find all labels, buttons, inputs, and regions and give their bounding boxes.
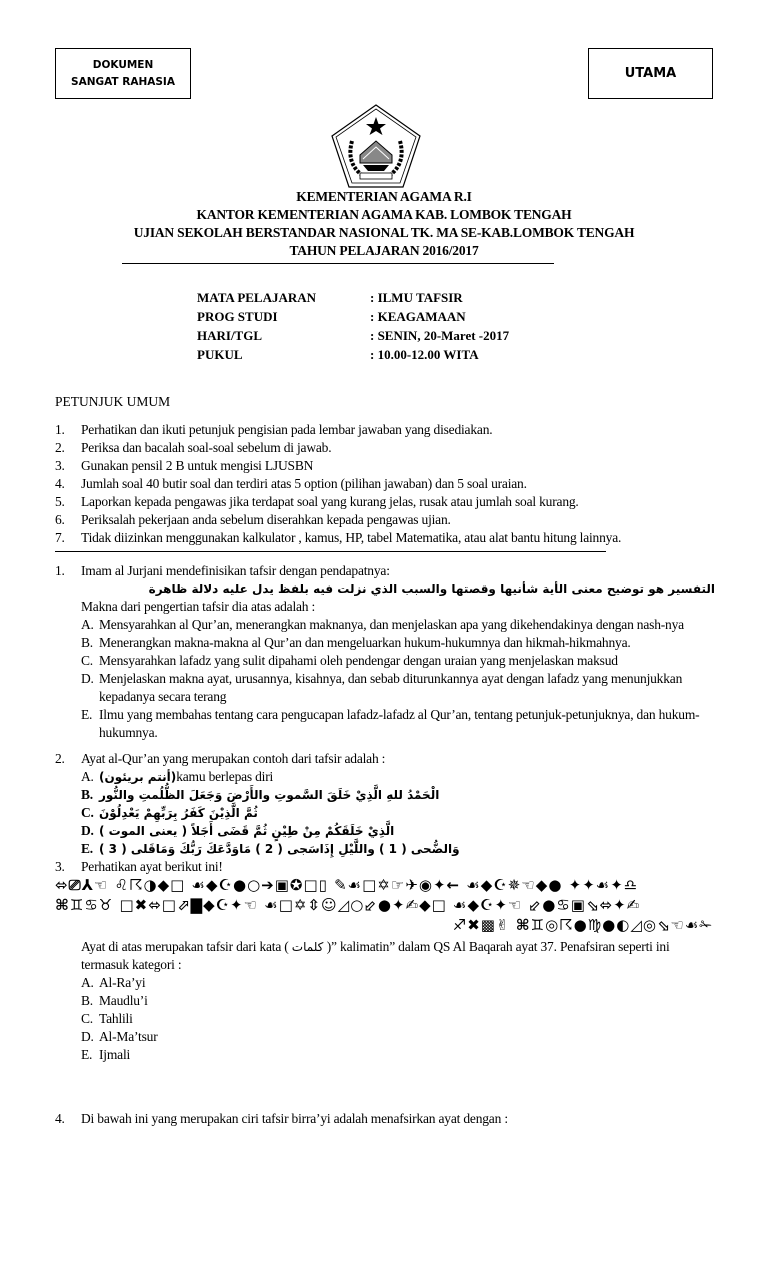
answer-option — [81, 706, 715, 742]
option-text: Mensyarahkan lafadz yang sulit dipahami oleh pendengar dengan uraian yang menjelaskan maksud — [99, 653, 618, 668]
item-text: Perhatikan dan ikuti petunjuk pengisian pada lembar jawaban yang disediakan. — [81, 422, 493, 437]
option-letter: D. — [81, 1029, 94, 1044]
info-row — [197, 307, 509, 326]
answer-option — [81, 840, 715, 858]
option-letter: C. — [81, 653, 93, 668]
question-3-body — [81, 938, 715, 1064]
answer-option — [81, 822, 715, 840]
info-key: HARI/TGL — [197, 328, 263, 343]
header-divider — [122, 263, 554, 264]
question-text: Perhatikan ayat berikut ini! — [81, 859, 223, 874]
option-letter: B. — [81, 635, 93, 650]
question-stem — [55, 1110, 715, 1128]
info-key: PUKUL — [197, 347, 243, 362]
option-letter: E. — [81, 841, 93, 856]
option-letter: C. — [81, 805, 94, 820]
item-text: Jumlah soal 40 butir soal dan terdiri atas 5 option (pilihan jawaban) dan 5 soal uraian. — [81, 476, 527, 491]
answer-option — [81, 786, 715, 804]
arabic-definition: التفسير هو توضيح معنى الأية شأنيها وقصتها والسبب الذي نزلت فيه بلفظ يدل عليه دلالة ظاهرة — [148, 582, 715, 596]
option-letter: B. — [81, 787, 93, 802]
option-arabic: وَالضُّحى ( 1 ) واللَّيْلِ إِذَاسَجى ( 2 ) مَاوَدَّعَكَ رَبُّكَ وَمَاقَلى ( 3 ) — [99, 842, 460, 856]
answer-option — [81, 1046, 715, 1064]
question-number: 3. — [55, 859, 65, 874]
question-3 — [55, 858, 715, 876]
question-text: Di bawah ini yang merupakan ciri tafsir birra’yi adalah menafsirkan ayat dengan : — [81, 1111, 508, 1126]
item-number: 4. — [55, 476, 65, 491]
garbled-verse-line: ⌘♊♋♉ □✖⬄□⬀▇◆☪✦☜ ☙□✡⇳☺◿○⬃●✦✍◆□ ☙◆☪✦☜ ⬃●♋▣⬂⬄✦✍ — [55, 896, 641, 914]
list-item — [55, 457, 715, 475]
text-part: Ayat di atas merupakan tafsir dari kata ( — [81, 939, 289, 954]
instructions-divider — [55, 551, 606, 552]
info-value: : KEAGAMAAN — [370, 309, 466, 324]
utama-box — [588, 48, 713, 99]
list-item — [55, 475, 715, 493]
header-exam-title: UJIAN SEKOLAH BERSTANDAR NASIONAL TK. MA SE-KAB.LOMBOK TENGAH — [133, 225, 635, 240]
question-1 — [55, 562, 715, 742]
kemenag-logo — [330, 103, 422, 189]
option-letter: C. — [81, 1011, 93, 1026]
text-part: )” kalimatin” dalam QS Al Baqarah ayat 37. Penafsiran seperti ini termasuk kategori : — [81, 939, 670, 972]
dokumen-sangat-rahasia-box — [55, 48, 191, 99]
garbled-verse-line: ⬄⎚⅄☜ ♌☈◑◆□ ☙◆☪●○➔▣✪□▯ ✎☙□✡☞✈◉✦← ☙◆☪✵☜◆● ✦✦☙✦♎ — [55, 876, 639, 894]
exam-info-table — [197, 288, 509, 364]
info-value: : ILMU TAFSIR — [370, 290, 463, 305]
header-ministry: KEMENTERIAN AGAMA R.I — [296, 189, 472, 204]
question-number: 1. — [55, 563, 65, 578]
question-stem — [55, 858, 715, 876]
option-arabic: الَّذِيْ خَلَقَكُمْ مِنْ طِيْنٍ ثُمَّ قَضَى أَجَلاً ( يعنى الموت ) — [99, 824, 395, 838]
item-text: Periksalah pekerjaan anda sebelum diserahkan kepada pengawas ujian. — [81, 512, 451, 527]
box-label-line1: DOKUMEN — [92, 58, 154, 71]
answer-option — [81, 670, 715, 706]
question-4 — [55, 1110, 715, 1128]
utama-label: UTAMA — [624, 66, 677, 81]
item-number: 5. — [55, 494, 65, 509]
option-text: Al-Ma’tsur — [99, 1029, 158, 1044]
answer-option — [81, 652, 715, 670]
option-letter: A. — [81, 617, 94, 632]
option-arabic: الْحَمْدُ للهِ الَّذِيْ خَلَقَ السَّموتِ والأَرْضَ وَجَعَلَ الظُّلُمتِ والنُّور — [99, 788, 440, 802]
option-text: Menerangkan makna-makna al Qur’an dan mengeluarkan hukum-hukumnya dan hikmah-hikmahnya. — [99, 635, 631, 650]
item-text: Laporkan kepada pengawas jika terdapat soal yang kurang jelas, rusak atau jumlah soal kurang. — [81, 494, 579, 509]
answer-option — [81, 634, 715, 652]
info-row — [197, 345, 509, 364]
question-text — [81, 938, 715, 974]
list-item — [55, 421, 715, 439]
box-label-line2: SANGAT RAHASIA — [71, 75, 175, 88]
petunjuk-title: PETUNJUK UMUM — [55, 394, 171, 409]
header-office: KANTOR KEMENTERIAN AGAMA KAB. LOMBOK TENGAH — [196, 207, 572, 222]
option-text: Mensyarahkan al Qur’an, menerangkan maknanya, dan menjelaskan apa yang dikehendakinya dengan nash-nya — [99, 617, 684, 632]
option-text: Ijmali — [99, 1047, 131, 1062]
option-text: kamu berlepas diri — [176, 769, 274, 784]
option-letter: B. — [81, 993, 93, 1008]
question-text: Ayat al-Qur’an yang merupakan contoh dari tafsir adalah : — [81, 751, 386, 766]
item-number: 7. — [55, 530, 65, 545]
option-letter: A. — [81, 769, 94, 784]
info-value: : 10.00-12.00 WITA — [370, 347, 479, 362]
answer-option — [81, 992, 715, 1010]
item-number: 2. — [55, 440, 65, 455]
answer-option — [81, 1010, 715, 1028]
option-text: Al-Ra’yi — [99, 975, 146, 990]
option-text: Maudlu’i — [99, 993, 148, 1008]
question-stem — [55, 562, 715, 580]
answer-option — [81, 616, 715, 634]
option-text: Ilmu yang membahas tentang cara pengucapan lafadz-lafadz al Qur’an, tentang petunjuk-petunjuknya, dan hukum-hukumnya. — [99, 707, 700, 740]
header-school-year: TAHUN PELAJARAN 2016/2017 — [289, 243, 479, 258]
list-item — [55, 529, 715, 547]
item-text: Periksa dan bacalah soal-soal sebelum di jawab. — [81, 440, 332, 455]
question-stem — [55, 750, 715, 768]
question-number: 4. — [55, 1111, 65, 1126]
list-item — [55, 439, 715, 457]
info-row — [197, 326, 509, 345]
arabic-word: كلمات — [291, 940, 324, 954]
list-item — [55, 493, 715, 511]
info-key: MATA PELAJARAN — [197, 290, 317, 305]
garbled-verse-line: ♐✖▩✌ ⌘♊◎☈●♍●◐◿◎⬂☜☙✁ — [452, 916, 713, 934]
question-number: 2. — [55, 751, 65, 766]
option-letter: E. — [81, 1047, 93, 1062]
option-letter: D. — [81, 671, 94, 686]
option-letter: D. — [81, 823, 94, 838]
option-text: Tahlili — [99, 1011, 133, 1026]
option-letter: E. — [81, 707, 93, 722]
option-text: Menjelaskan makna ayat, urusannya, kisahnya, dan sebab diturunkannya ayat dengan lafadz yang menunjukkan kepadanya secara terang — [99, 671, 683, 704]
question-2 — [55, 750, 715, 858]
item-text: Tidak diizinkan menggunakan kalkulator , kamus, HP, tabel Matematika, atau alat bantu hitung lainnya. — [81, 530, 622, 545]
question-text: Imam al Jurjani mendefinisikan tafsir dengan pendapatnya: — [81, 563, 390, 578]
info-key: PROG STUDI — [197, 309, 278, 324]
petunjuk-list — [55, 421, 715, 547]
item-text: Gunakan pensil 2 B untuk mengisi LJUSBN — [81, 458, 314, 473]
info-value: : SENIN, 20-Maret -2017 — [370, 328, 510, 343]
answer-option — [81, 804, 715, 822]
item-number: 1. — [55, 422, 65, 437]
answer-option — [81, 768, 715, 786]
answer-option — [81, 1028, 715, 1046]
item-number: 3. — [55, 458, 65, 473]
question-prompt: Makna dari pengertian tafsir dia atas adalah : — [81, 599, 316, 614]
option-arabic: ثُمَّ الَّذِيْنَ كَفَرُ بِرَبِّهِمْ يَعْدِلُوْنَ — [99, 806, 258, 820]
option-arabic: (أنتم بريئون) — [99, 770, 177, 784]
item-number: 6. — [55, 512, 65, 527]
info-row — [197, 288, 509, 307]
list-item — [55, 511, 715, 529]
option-letter: A. — [81, 975, 94, 990]
answer-option — [81, 974, 715, 992]
